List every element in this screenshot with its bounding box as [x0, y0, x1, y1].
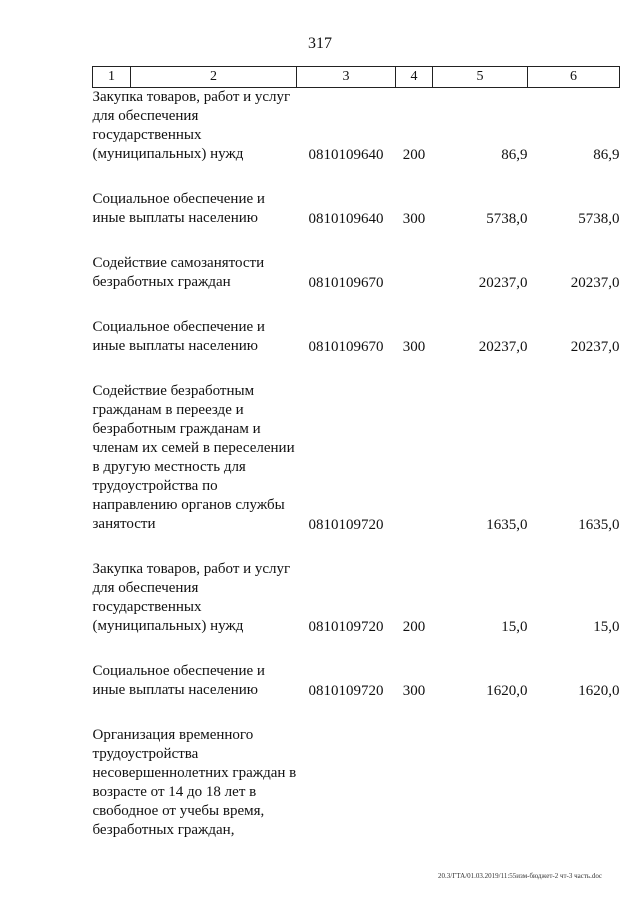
amount-col6: 5738,0: [578, 211, 620, 227]
column-number: 4: [396, 67, 433, 88]
document-footer: 20.3/ГТА/01.03.2019/11:55изм-бюджет-2 чт-3 часть.doc: [438, 872, 602, 880]
amount-col5: 15,0: [501, 619, 528, 635]
amount-col6: [528, 700, 620, 840]
expense-type-code: 300: [402, 211, 426, 227]
expense-type-code: [396, 356, 433, 534]
row-description: Социальное обеспечение и иные выплаты населению: [92, 191, 265, 226]
target-article-code: 0810109670: [308, 275, 384, 291]
table-row: [93, 228, 620, 292]
column-number: 5: [433, 67, 528, 88]
amount-col5: 1635,0: [486, 517, 528, 533]
row-description: Закупка товаров, работ и услуг для обеспечения государственных (муниципальных) нужд: [92, 89, 291, 162]
table-row: [93, 534, 620, 636]
target-article-code: 0810109640: [308, 147, 384, 163]
table-row: [93, 292, 620, 356]
amount-col5: 1620,0: [486, 683, 528, 699]
row-description: Социальное обеспечение и иные выплаты населению: [92, 663, 265, 698]
column-number: 6: [528, 67, 620, 88]
target-article-code: 0810109670: [308, 339, 384, 355]
amount-col5: [433, 700, 528, 840]
target-article-code: 0810109720: [308, 517, 384, 533]
amount-col5: 20237,0: [478, 339, 528, 355]
expense-type-code: 200: [402, 619, 426, 635]
row-description: Закупка товаров, работ и услуг для обеспечения государственных (муниципальных) нужд: [92, 561, 291, 634]
row-description: Организация временного трудоустройства несовершеннолетних граждан в возрасте от 14 до 18 лет в свободное от учебы время, безработных граждан,: [92, 727, 297, 838]
table-row: [93, 164, 620, 228]
target-article-code: 0810109720: [308, 619, 384, 635]
target-article-code: 0810109640: [308, 211, 384, 227]
column-number-row: [93, 67, 620, 88]
budget-table: [92, 66, 620, 840]
column-number: 2: [131, 67, 297, 88]
row-description: Содействие безработным гражданам в переезде и безработным гражданам и членам их семей в переселении в другую местность для трудоустройства по направлению органов службы занятости: [92, 383, 295, 532]
expense-type-code: 300: [402, 339, 426, 355]
expense-type-code: 200: [402, 147, 426, 163]
table-row: [93, 356, 620, 534]
expense-type-code: 300: [402, 683, 426, 699]
amount-col6: 1620,0: [578, 683, 620, 699]
amount-col5: 20237,0: [478, 275, 528, 291]
amount-col5: 5738,0: [486, 211, 528, 227]
page-number: 317: [308, 35, 332, 52]
column-number: 1: [93, 67, 131, 88]
amount-col5: 86,9: [501, 147, 528, 163]
row-description: Социальное обеспечение и иные выплаты населению: [92, 319, 265, 354]
table-row: [93, 700, 620, 840]
amount-col6: 15,0: [593, 619, 620, 635]
expense-type-code: [396, 700, 433, 840]
row-description: Содействие самозанятости безработных граждан: [92, 255, 265, 290]
table-row: [93, 88, 620, 165]
column-number: 3: [297, 67, 396, 88]
amount-col6: 1635,0: [578, 517, 620, 533]
amount-col6: 86,9: [593, 147, 620, 163]
expense-type-code: [396, 228, 433, 292]
amount-col6: 20237,0: [570, 275, 620, 291]
amount-col6: 20237,0: [570, 339, 620, 355]
table-row: [93, 636, 620, 700]
target-article-code: [297, 700, 396, 840]
target-article-code: 0810109720: [308, 683, 384, 699]
